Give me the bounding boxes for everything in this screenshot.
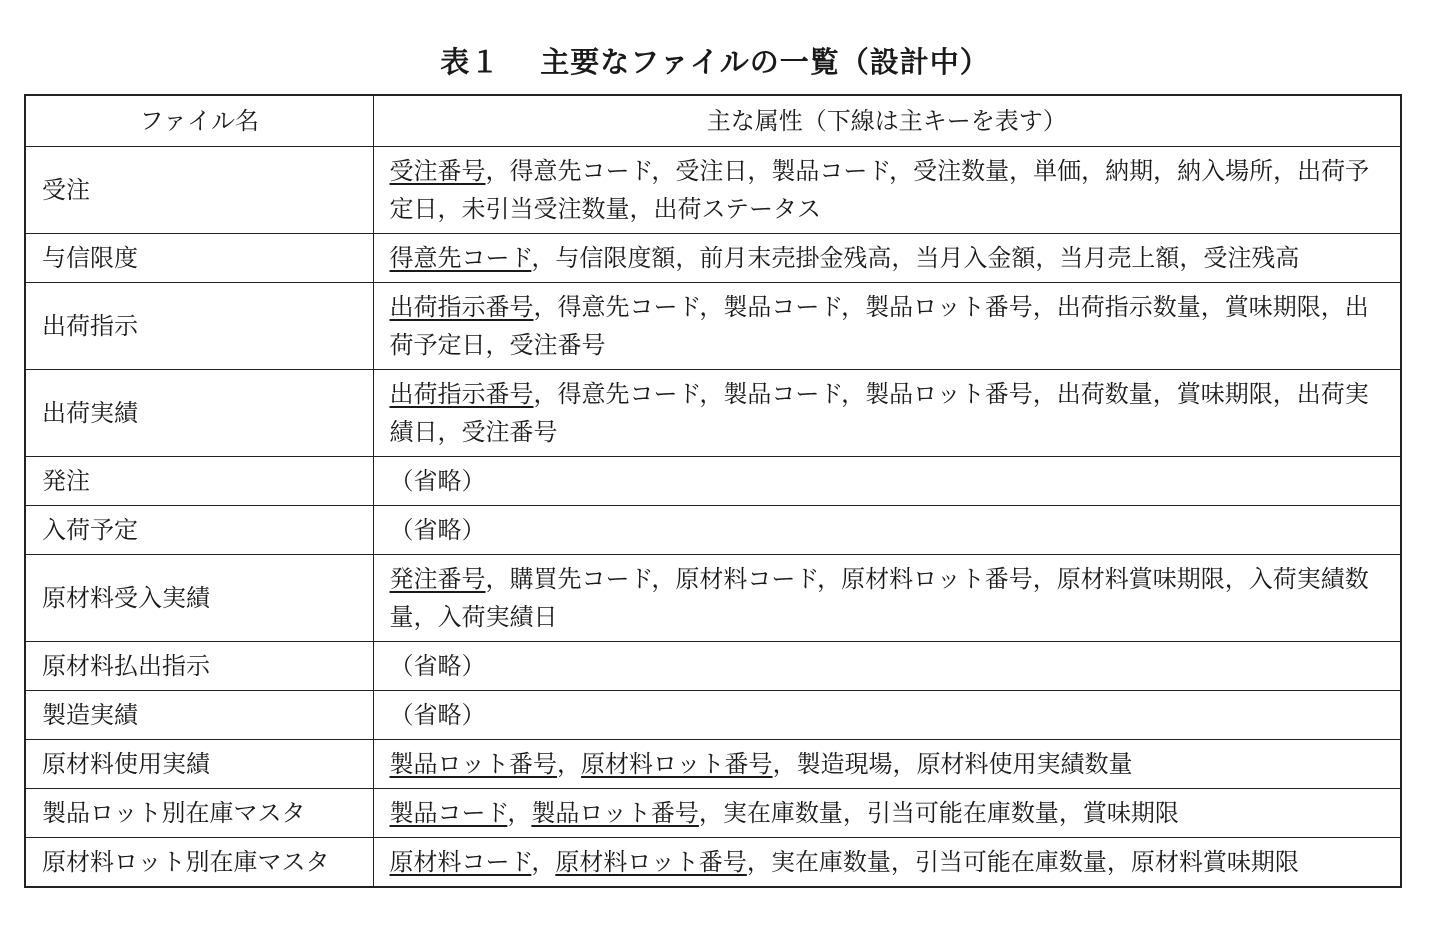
attributes-cell: [373, 370, 1401, 457]
attributes-cell: [373, 147, 1401, 234]
table-row: [25, 555, 1401, 642]
header-file-name: ファイル名: [25, 95, 373, 147]
file-name-cell: 出荷実績: [25, 370, 373, 457]
attributes-cell: （省略）: [373, 506, 1401, 555]
table-row: [25, 691, 1401, 740]
attribute-list: ，得意先コード，製品コード，製品ロット番号，出荷数量，賞味期限，出荷実績日，受注番号: [389, 380, 1369, 446]
attribute-list: ，実在庫数量，引当可能在庫数量，賞味期限: [698, 799, 1179, 827]
attributes-cell: 原材料コード，原材料ロット番号，実在庫数量，引当可能在庫数量，原材料賞味期限: [373, 838, 1401, 888]
header-row: [25, 95, 1401, 147]
table-row: [25, 370, 1401, 457]
attributes-cell: 製品ロット番号，原材料ロット番号，製造現場，原材料使用実績数量: [373, 740, 1401, 789]
attributes-cell: [373, 555, 1401, 642]
attributes-cell: 製品コード，製品ロット番号，実在庫数量，引当可能在庫数量，賞味期限: [373, 789, 1401, 838]
primary-key: 原材料ロット番号: [581, 750, 773, 778]
table-row: [25, 234, 1401, 283]
attribute-list: ，購買先コード，原材料コード，原材料ロット番号，原材料賞味期限，入荷実績数量，入荷実績日: [389, 565, 1369, 631]
primary-key: 発注番号: [389, 565, 486, 593]
file-name-cell: 原材料受入実績: [25, 555, 373, 642]
file-name-cell: 製造実績: [25, 691, 373, 740]
attributes-cell: [373, 234, 1401, 283]
primary-key: 製品コード: [389, 799, 508, 827]
primary-key: 製品ロット番号: [531, 799, 699, 827]
attributes-cell: （省略）: [373, 642, 1401, 691]
file-name-cell: 出荷指示: [25, 283, 373, 370]
primary-key: 出荷指示番号: [389, 380, 534, 408]
file-name-cell: 入荷予定: [25, 506, 373, 555]
file-list-table: [24, 94, 1402, 888]
attribute-list: ，得意先コード，製品コード，製品ロット番号，出荷指示数量，賞味期限，出荷予定日，受注番号: [389, 293, 1369, 359]
table-number: 表１: [440, 45, 501, 79]
table-row: [25, 457, 1401, 506]
attribute-list: ，実在庫数量，引当可能在庫数量，原材料賞味期限: [746, 848, 1299, 876]
attributes-cell: [373, 283, 1401, 370]
table-title: 主要なファイルの一覧（設計中）: [540, 45, 990, 79]
primary-key: 原材料コード: [389, 848, 532, 876]
attributes-cell: （省略）: [373, 691, 1401, 740]
primary-key: 出荷指示番号: [389, 293, 534, 321]
table-row: [25, 283, 1401, 370]
table-row: [25, 506, 1401, 555]
primary-key: 受注番号: [389, 157, 486, 185]
table-row: [25, 789, 1401, 838]
file-name-cell: 与信限度: [25, 234, 373, 283]
table-row: [25, 642, 1401, 691]
file-name-cell: 原材料払出指示: [25, 642, 373, 691]
attribute-list: ，与信限度額，前月末売掛金残高，当月入金額，当月売上額，受注残高: [531, 244, 1300, 272]
table-caption: [0, 40, 1430, 81]
header-attributes: 主な属性（下線は主キーを表す）: [373, 95, 1401, 147]
primary-key: 得意先コード: [389, 244, 532, 272]
attribute-list: ，得意先コード，受注日，製品コード，受注数量，単価，納期，納入場所，出荷予定日，未引当受注数量，出荷ステータス: [389, 157, 1370, 223]
attribute-list: ，製造現場，原材料使用実績数量: [772, 750, 1133, 778]
primary-key: 原材料ロット番号: [555, 848, 747, 876]
table-row: [25, 740, 1401, 789]
primary-key: 製品ロット番号: [389, 750, 558, 778]
file-name-cell: 原材料ロット別在庫マスタ: [25, 838, 373, 888]
table-row: [25, 838, 1401, 888]
file-name-cell: 製品ロット別在庫マスタ: [25, 789, 373, 838]
file-name-cell: 原材料使用実績: [25, 740, 373, 789]
file-name-cell: 発注: [25, 457, 373, 506]
attributes-cell: （省略）: [373, 457, 1401, 506]
file-name-cell: 受注: [25, 147, 373, 234]
table-row: [25, 147, 1401, 234]
